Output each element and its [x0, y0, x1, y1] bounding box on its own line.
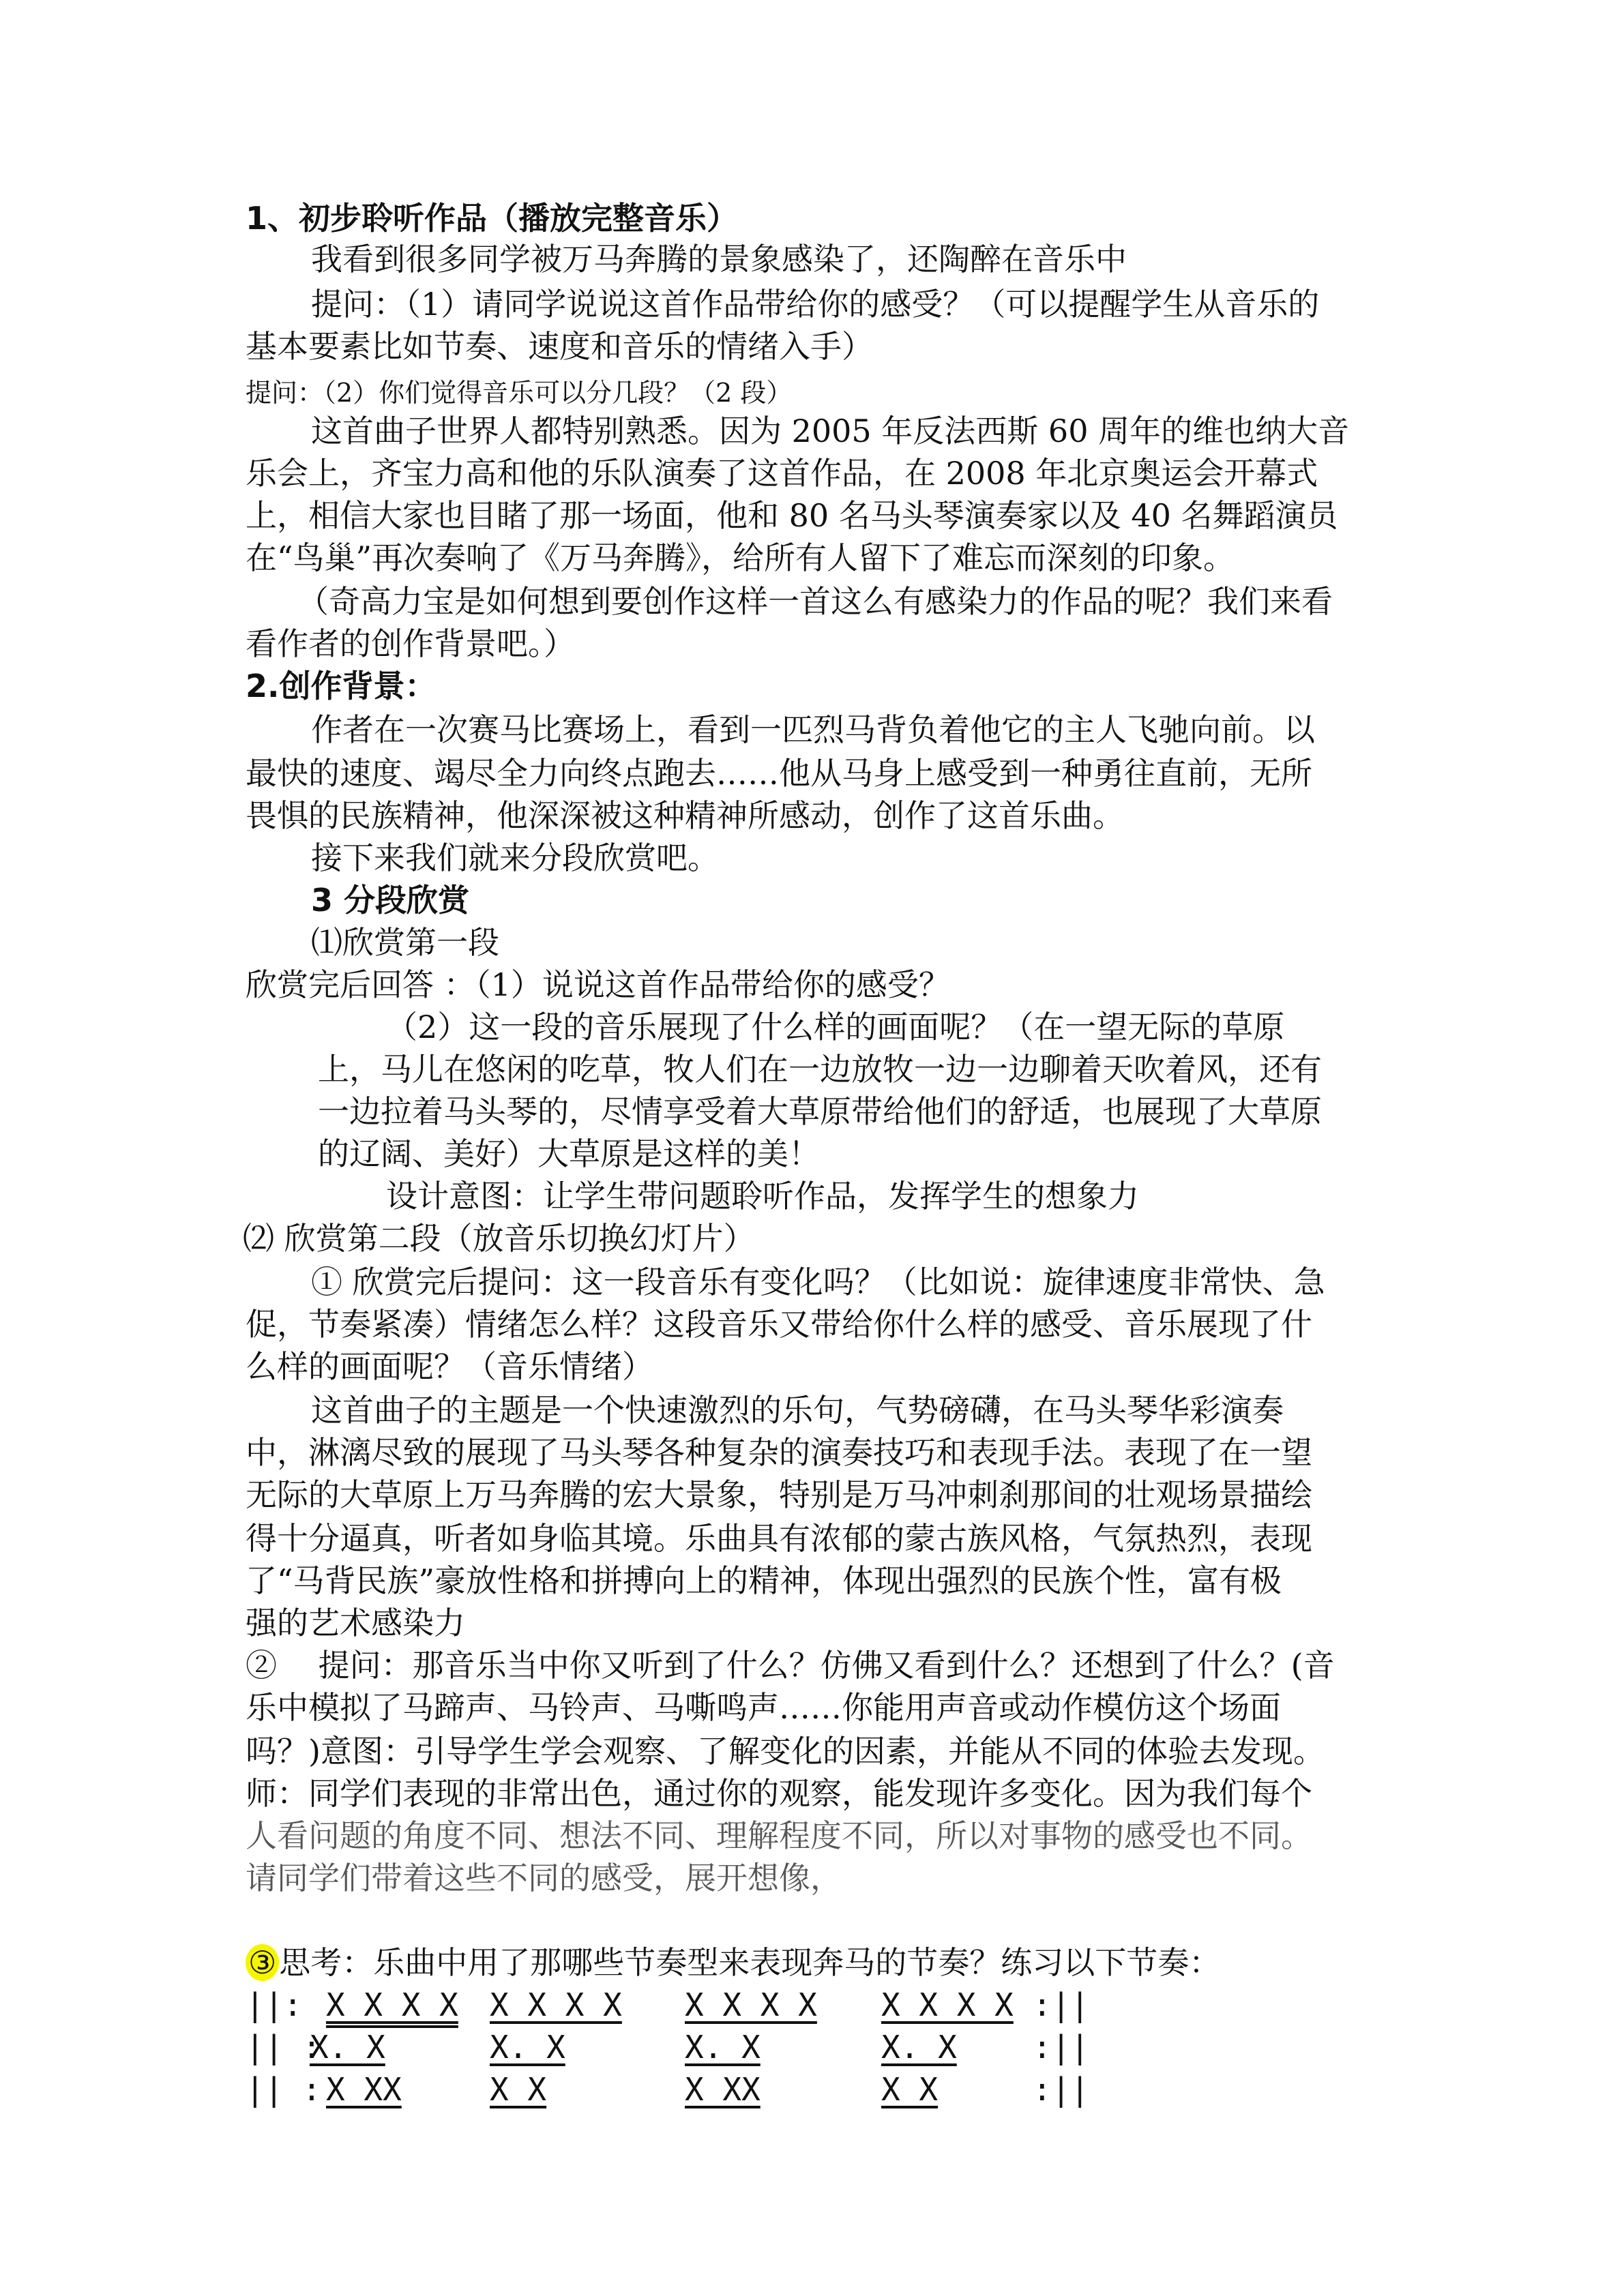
rhythm-cell: X XX — [685, 2071, 761, 2108]
paragraph-line: 欣赏完后回答 ：（1）说说这首作品带给你的感受？ — [246, 966, 950, 1003]
heading-listen: 1、初步聆听作品（播放完整音乐） — [246, 200, 739, 237]
paragraph-line: 这首曲子世界人都特别熟悉。因为 2005 年反法西斯 60 周年的维也纳大音 — [311, 413, 1350, 449]
paragraph-line: 一边拉着马头琴的，尽情享受着大草原带给他们的舒适，也展现了大草原 — [318, 1093, 1322, 1130]
rhythm-cell: X X — [881, 2071, 939, 2108]
heading-background: 2.创作背景： — [246, 668, 437, 704]
rhythm-cell: X X X X — [326, 1986, 458, 2023]
paragraph-line: ② 提问：那音乐当中你又听到了什么？仿佛又看到什么？还想到了什么？(音 — [246, 1647, 1335, 1684]
paragraph-line: （奇高力宝是如何想到要创作这样一首这么有感染力的作品的呢？我们来看 — [297, 583, 1333, 620]
paragraph-line: 了“马背民族”豪放性格和拼搏向上的精神，体现出强烈的民族个性，富有极 — [246, 1562, 1282, 1599]
paragraph-line: 人看问题的角度不同、想法不同、理解程度不同，所以对事物的感受也不同。 — [246, 1817, 1312, 1854]
rhythm-cell: X. X — [881, 2029, 957, 2066]
highlighted-marker: ③ — [246, 1944, 279, 1981]
rhythm-cell: X X X X — [490, 1986, 622, 2023]
paragraph-line: ① 欣赏完后提问：这一段音乐有变化吗？（比如说：旋律速度非常快、急 — [311, 1264, 1325, 1300]
paragraph-line: 乐中模拟了马蹄声、马铃声、马嘶鸣声……你能用声音或动作模仿这个场面 — [246, 1689, 1281, 1726]
paragraph-line: 提问：（2）你们觉得音乐可以分几段？（2 段） — [246, 378, 793, 408]
paragraph-line: ⑵ 欣赏第二段（放音乐切换幻灯片） — [243, 1220, 755, 1257]
paragraph-line: （2）这一段的音乐展现了什么样的画面呢？（在一望无际的草原 — [386, 1009, 1285, 1045]
paragraph-line: 强的艺术感染力 — [246, 1605, 465, 1641]
paragraph-line: 吗？)意图：引导学生学会观察、了解变化的因素，并能从不同的体验去发现。 — [246, 1733, 1325, 1770]
paragraph-line: 上，相信大家也目睹了那一场面，他和 80 名马头琴演奏家以及 40 名舞蹈演员 — [246, 497, 1338, 534]
paragraph-line: 请同学们带着这些不同的感受，展开想像， — [246, 1860, 842, 1896]
rhythm-cell: X. X — [685, 2029, 761, 2066]
paragraph-line: ⑴欣赏第一段 — [311, 924, 499, 961]
rhythm-cell: X. X — [310, 2029, 385, 2066]
paragraph-line: 中，淋漓尽致的展现了马头琴各种复杂的演奏技巧和表现手法。表现了在一望 — [246, 1434, 1312, 1471]
repeat-start: || : — [246, 2071, 321, 2108]
paragraph-line: 作者在一次赛马比赛场上，看到一匹烈马背负着他它的主人飞驰向前。以 — [311, 711, 1315, 748]
repeat-end: :|| — [1033, 1986, 1090, 2023]
paragraph-line: 畏惧的民族精神，他深深被这种精神所感动，创作了这首乐曲。 — [246, 797, 1124, 834]
paragraph-line: 接下来我们就来分段欣赏吧。 — [311, 839, 719, 876]
paragraph-line: 这首曲子的主题是一个快速激烈的乐句，气势磅礴，在马头琴华彩演奏 — [311, 1392, 1284, 1429]
paragraph-line: 的辽阔、美好）大草原是这样的美！ — [318, 1135, 820, 1172]
rhythm-cell: X XX — [326, 2071, 402, 2108]
paragraph-line: 么样的画面呢？（音乐情绪） — [246, 1348, 653, 1385]
paragraph-line: 促，节奏紧凑）情绪怎么样？这段音乐又带给你什么样的感受、音乐展现了什 — [246, 1306, 1312, 1343]
paragraph-line: 基本要素比如节奏、速度和音乐的情绪入手） — [246, 328, 873, 365]
heading-segments: 3 分段欣赏 — [311, 882, 470, 919]
paragraph-line: 提问：（1）请同学说说这首作品带给你的感受？（可以提醒学生从音乐的 — [311, 286, 1320, 323]
paragraph-line: 乐会上，齐宝力高和他的乐队演奏了这首作品，在 2008 年北京奥运会开幕式 — [246, 455, 1318, 492]
think-line — [246, 1943, 1220, 1982]
paragraph-line: 设计意图：让学生带问题聆听作品，发挥学生的想象力 — [386, 1178, 1139, 1214]
paragraph-line: 看作者的创作背景吧。） — [246, 625, 575, 662]
paragraph-line: 无际的大草原上万马奔腾的宏大景象，特别是万马冲刺刹那间的壮观场景描绘 — [246, 1476, 1312, 1513]
think-text: 思考：乐曲中用了那哪些节奏型来表现奔马的节奏？练习以下节奏： — [279, 1944, 1221, 1981]
rhythm-cell: X. X — [490, 2029, 565, 2066]
repeat-start: ||: — [246, 1986, 303, 2023]
repeat-end: :|| — [1033, 2029, 1090, 2066]
paragraph-line: 我看到很多同学被万马奔腾的景象感染了，还陶醉在音乐中 — [311, 241, 1127, 278]
paragraph-line: 上，马儿在悠闲的吃草，牧人们在一边放牧一边一边聊着天吹着风，还有 — [318, 1051, 1322, 1088]
repeat-start: || : — [246, 2029, 321, 2066]
repeat-end: :|| — [1033, 2071, 1090, 2108]
rhythm-cell: X X X X — [685, 1986, 817, 2023]
paragraph-line: 师：同学们表现的非常出色，通过你的观察，能发现许多变化。因为我们每个 — [246, 1775, 1312, 1812]
paragraph-line: 得十分逼真，听者如身临其境。乐曲具有浓郁的蒙古族风格，气氛热烈，表现 — [246, 1520, 1312, 1557]
rhythm-cell: X X X X — [881, 1986, 1014, 2023]
rhythm-cell: X X — [490, 2071, 547, 2108]
paragraph-line: 在“鸟巢”再次奏响了《万马奔腾》，给所有人留下了难忘而深刻的印象。 — [246, 539, 1235, 576]
paragraph-line: 最快的速度、竭尽全力向终点跑去……他从马身上感受到一种勇往直前，无所 — [246, 755, 1312, 792]
